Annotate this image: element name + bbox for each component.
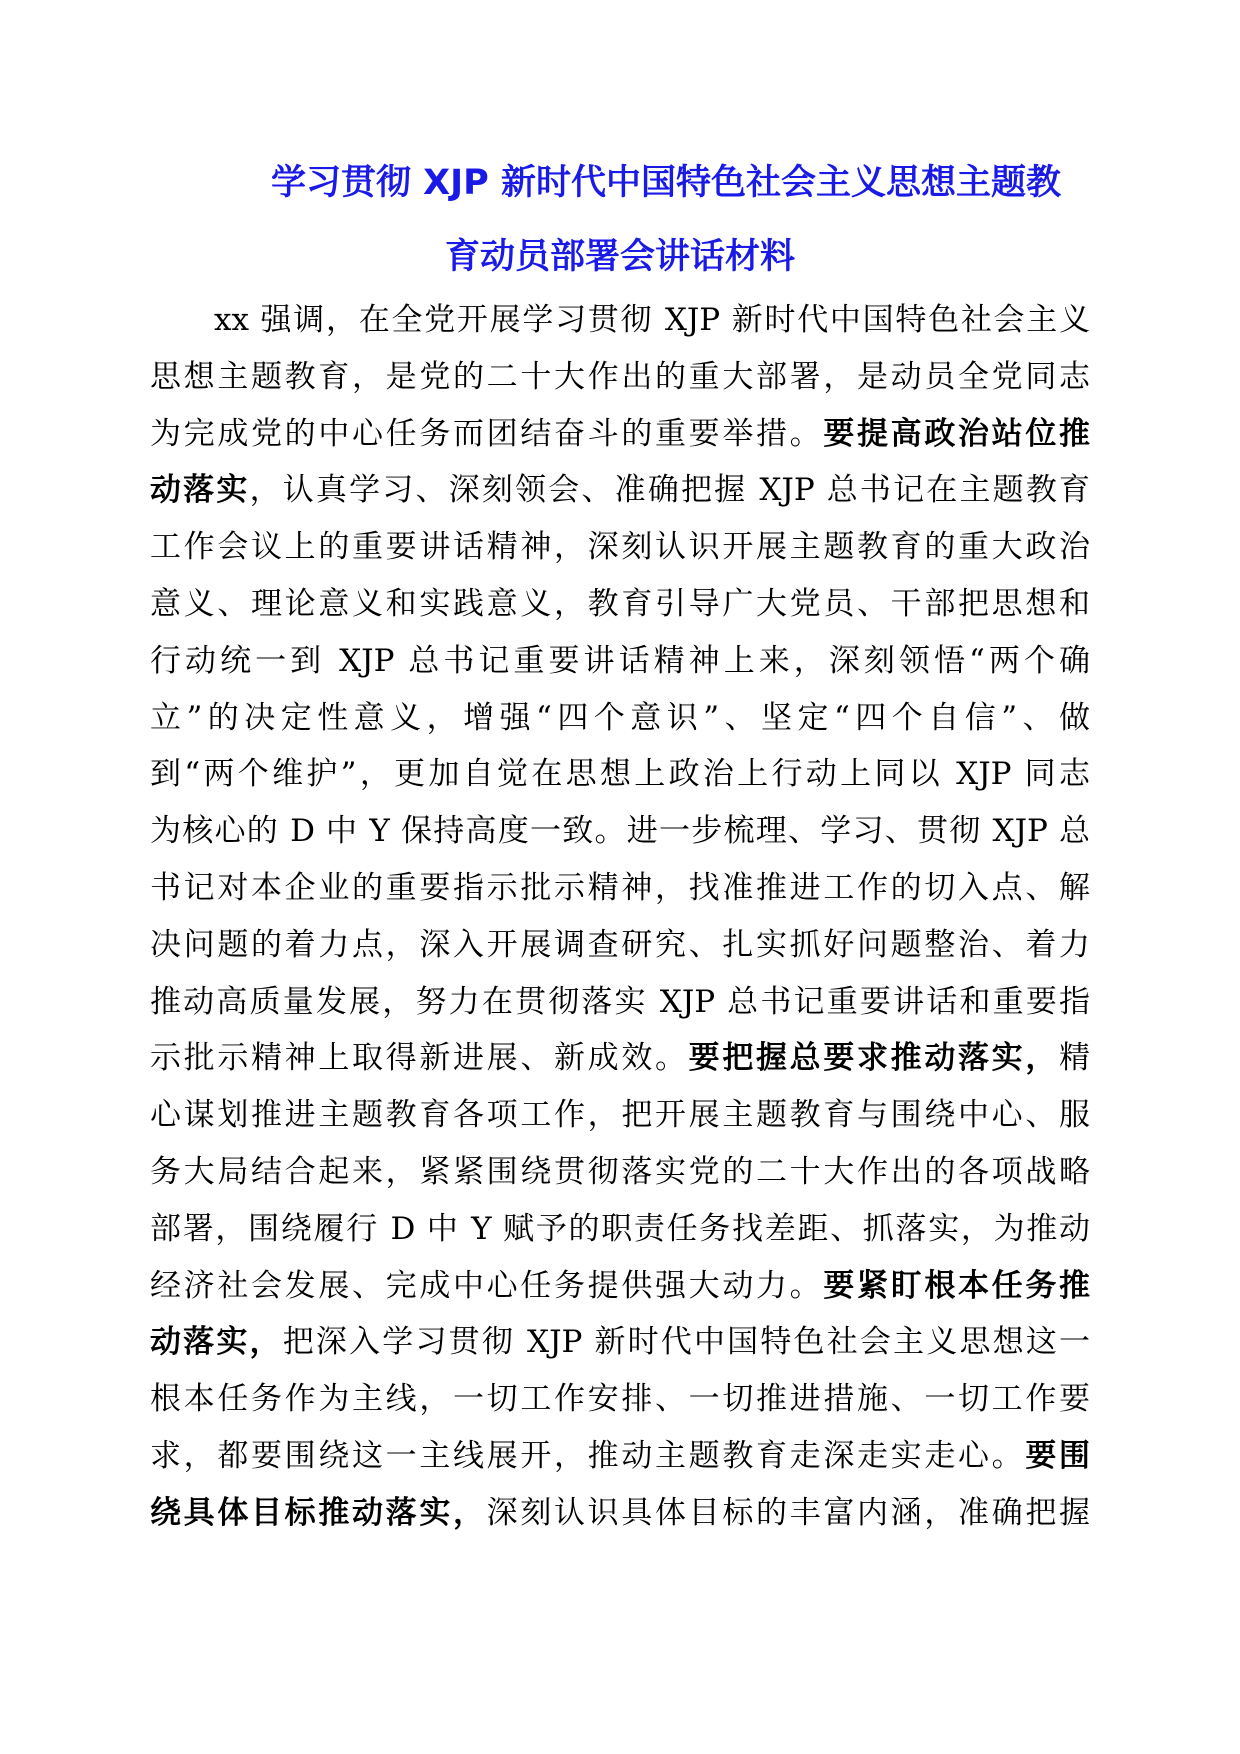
body-line: [150, 349, 1090, 406]
body-line: [150, 292, 1090, 349]
text-run: 为核心的 D 中 Y 保持高度一致。进一步梳理、学习、贯彻 XJP 总: [150, 813, 1090, 850]
text-run: 工作会议上的重要讲话精神，深刻认识开展主题教育的重大政治: [150, 529, 1090, 566]
text-run: 深刻认识具体目标的丰富内涵，准确把握: [486, 1494, 1090, 1531]
text-run: 把深入学习贯彻 XJP 新时代中国特色社会主义思想这一: [282, 1324, 1090, 1361]
bold-heading-run: 绕具体目标推动落实，: [150, 1494, 487, 1531]
text-run: 务大局结合起来，紧紧围绕贯彻落实党的二十大作出的各项战略: [150, 1153, 1090, 1190]
body-line: [150, 633, 1090, 690]
text-run: 心谋划推进主题教育各项工作，把开展主题教育与围绕中心、服: [150, 1097, 1090, 1134]
bold-heading-run: 要紧盯根本任务推: [823, 1267, 1090, 1304]
text-run: 经济社会发展、完成中心任务提供强大动力。: [150, 1267, 824, 1304]
speech-body: [150, 292, 1090, 1542]
text-run: 根本任务作为主线，一切工作安排、一切推进措施、一切工作要: [150, 1381, 1090, 1418]
body-line: [150, 1144, 1090, 1201]
body-line: [150, 1030, 1090, 1087]
text-run: 行动统一到 XJP 总书记重要讲话精神上来，深刻领悟“两个确: [150, 642, 1090, 679]
body-line: [150, 576, 1090, 633]
body-line: [150, 519, 1090, 576]
text-run: 思想主题教育，是党的二十大作出的重大部署，是动员全党同志: [150, 358, 1090, 395]
text-run: 书记对本企业的重要指示批示精神，找准推进工作的切入点、解: [150, 869, 1090, 906]
bold-heading-run: 要提高政治站位推: [823, 415, 1090, 452]
body-line: [150, 1258, 1090, 1315]
title-line-2: 育动员部署会讲话材料: [444, 237, 795, 277]
body-line: [150, 1428, 1090, 1485]
bold-heading-run: 要围: [1025, 1437, 1090, 1474]
body-line: [150, 1371, 1090, 1428]
text-run: ，认真学习、深刻领会、准确把握 XJP 总书记在主题教育: [249, 472, 1090, 509]
body-line: [150, 1087, 1090, 1144]
body-line: [150, 860, 1090, 917]
text-run: 示批示精神上取得新进展、新成效。: [150, 1040, 689, 1077]
text-run: 为完成党的中心任务而团结奋斗的重要举措。: [150, 415, 824, 452]
body-line: [150, 803, 1090, 860]
text-run: 立”的决定性意义，增强“四个意识”、坚定“四个自信”、做: [150, 699, 1090, 736]
body-line: [150, 406, 1090, 463]
text-run: 部署，围绕履行 D 中 Y 赋予的职责任务找差距、抓落实，为推动: [150, 1210, 1090, 1247]
text-run: 到“两个维护”，更加自觉在思想上政治上行动上同以 XJP 同志: [150, 756, 1090, 793]
bold-heading-run: 要把握总要求推动落实，: [688, 1040, 1060, 1077]
text-run: 意义、理论意义和实践意义，教育引导广大党员、干部把思想和: [150, 585, 1090, 622]
body-line: [150, 1201, 1090, 1258]
text-run: 推动高质量发展，努力在贯彻落实 XJP 总书记重要讲话和重要指: [150, 983, 1090, 1020]
body-line: [150, 462, 1090, 519]
bold-heading-run: 动落实，: [150, 1324, 283, 1361]
bold-heading-run: 动落实: [150, 472, 250, 509]
document-title: [150, 146, 1090, 294]
body-line: [150, 1485, 1090, 1542]
title-line-1: 学习贯彻 XJP 新时代中国特色社会主义思想主题教: [270, 163, 1062, 203]
body-line: [150, 1314, 1090, 1371]
body-line: [150, 746, 1090, 803]
body-line: [150, 917, 1090, 974]
text-run: 决问题的着力点，深入开展调查研究、扎实抓好问题整治、着力: [150, 926, 1090, 963]
text-run: xx 强调，在全党开展学习贯彻 XJP 新时代中国特色社会主义: [214, 302, 1090, 338]
body-line: [150, 690, 1090, 747]
body-line: [150, 974, 1090, 1031]
text-run: 求，都要围绕这一主线展开，推动主题教育走深走实走心。: [150, 1437, 1026, 1474]
text-run: 精: [1059, 1040, 1090, 1077]
